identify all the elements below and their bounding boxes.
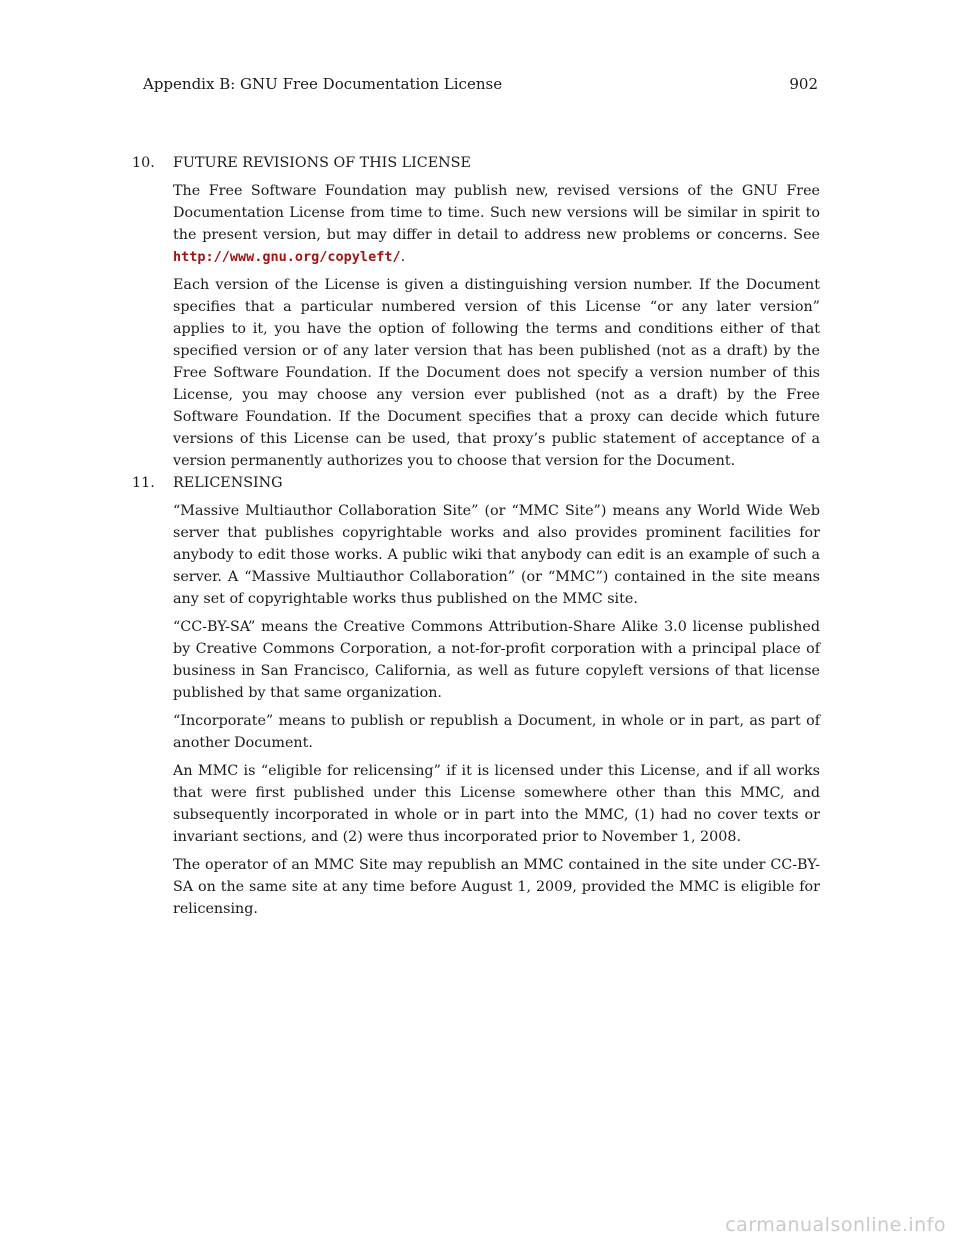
page-number: 902 — [789, 75, 818, 93]
document-body — [132, 152, 820, 920]
section-number: 11. — [132, 475, 155, 491]
section-relicensing — [132, 472, 820, 920]
watermark: carmanualsonline.info — [725, 1214, 946, 1236]
section-title: RELICENSING — [173, 475, 283, 491]
running-title: Appendix B: GNU Free Documentation License — [143, 75, 503, 93]
section-body — [173, 472, 820, 920]
paragraph: “CC-BY-SA” means the Creative Commons Attribution-Share Alike 3.0 license published by Creative Commons Corporation, a not-for-profit corporation with a principal place of business in San Francisco, California, as well as future copyleft versions of that license published by that same organization. — [173, 619, 820, 701]
paragraph: “Incorporate” means to publish or republish a Document, in whole or in part, as part of another Document. — [173, 713, 820, 751]
paragraph: An MMC is “eligible for relicensing” if it is licensed under this License, and if all works that were first published under this License somewhere other than this MMC, and subsequently incorporated in whole or in part into the MMC, (1) had no cover texts or invariant sections, and (2) were thus incorporated prior to November 1, 2008. — [173, 763, 820, 845]
paragraph: The operator of an MMC Site may republish an MMC contained in the site under CC-BY-SA on the same site at any time before August 1, 2009, provided the MMC is eligible for relicensing. — [173, 857, 820, 917]
paragraph-text: The Free Software Foundation may publish new, revised versions of the GNU Free Documentation License from time to time. Such new versions will be similar in spirit to the present version, but may differ in detail to address new problems or concerns. See — [173, 183, 820, 243]
paragraph: Each version of the License is given a distinguishing version number. If the Document specifies that a particular numbered version of this License “or any later version” applies to it, you have the option of following the terms and conditions either of that specified version or of any later version that has been published (not as a draft) by the Free Software Foundation. If the Document does not specify a version number of this License, you may choose any version ever published (not as a draft) by the Free Software Foundation. If the Document specifies that a proxy can decide which future versions of this License can be used, that proxy’s public statement of acceptance of a version permanently authorizes you to choose that version for the Document. — [173, 277, 820, 469]
section-title: FUTURE REVISIONS OF THIS LICENSE — [173, 155, 471, 171]
section-body — [173, 152, 820, 472]
section-number: 10. — [132, 155, 155, 171]
copyleft-link[interactable]: http://www.gnu.org/copyleft/ — [173, 249, 401, 265]
paragraph — [173, 180, 820, 268]
paragraph: “Massive Multiauthor Collaboration Site” (or “MMC Site”) means any World Wide Web server that publishes copyrightable works and also provides prominent facilities for anybody to edit those works. A public wiki that anybody can edit is an example of such a server. A “Massive Multiauthor Collaboration” (or “MMC”) contained in the site means any set of copyrightable works thus published on the MMC site. — [173, 503, 820, 607]
page-header — [143, 74, 818, 94]
section-future-revisions — [132, 152, 820, 472]
paragraph-text-end: . — [400, 249, 406, 265]
